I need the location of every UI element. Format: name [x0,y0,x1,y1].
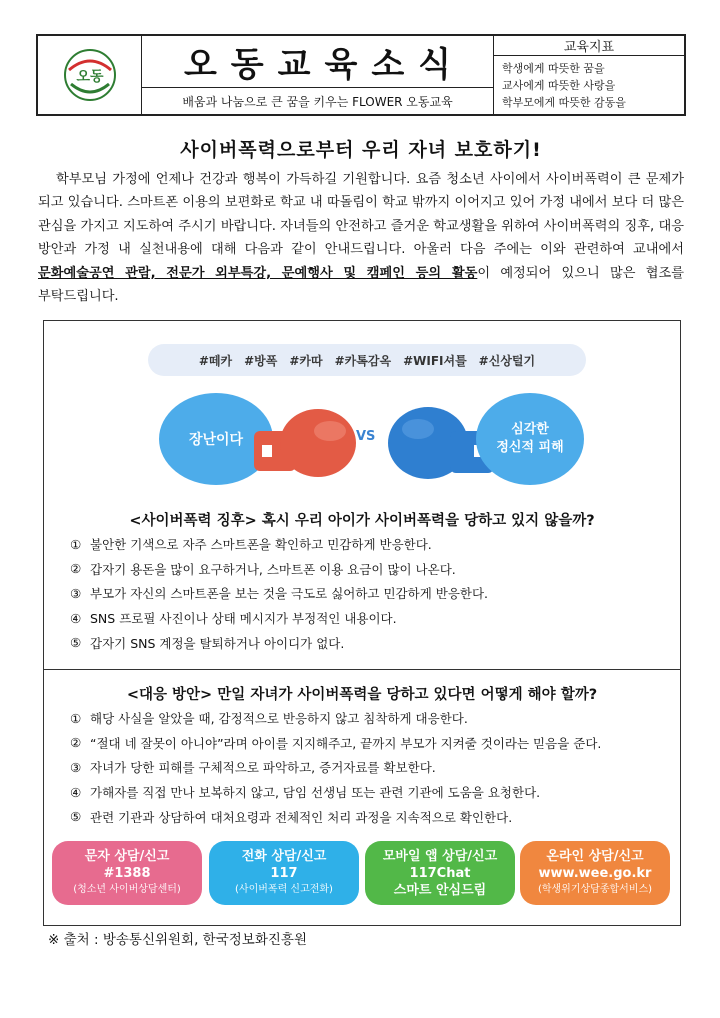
intro-highlight: 문화예술공연 관람, 전문가 외부특강, 문예행사 및 캠페인 등의 활동 [38,265,478,281]
education-goal: 학부모에게 따뜻한 감동을 [502,96,626,109]
list-item [70,557,670,582]
item-number: ④ [70,784,82,800]
contact-number: 117 [270,866,298,881]
article-headline: 사이버폭력으로부터 우리 자녀 보호하기! [180,139,542,161]
item-text: 해당 사실을 알았을 때, 감정적으로 반응하지 않고 침착하게 대응한다. [90,711,468,727]
list-item [70,532,670,557]
item-text: 갑자기 용돈을 많이 요구하거나, 스마트폰 이용 요금이 많이 나온다. [90,561,456,577]
hashtag-bar [148,344,586,376]
contact-cards [52,841,668,905]
item-text: 가해자를 직접 만나 보복하지 않고, 담임 선생님 또는 관련 기관에 도움을 요청한다. [90,785,541,801]
item-number: ① [70,536,82,552]
contact-type: 전화 상담/신고 [241,849,327,864]
hashtag: #방폭 [244,353,278,368]
hashtag: #카톡감옥 [334,353,392,368]
contact-website: www.wee.go.kr [538,866,652,881]
item-text: 갑자기 SNS 계정을 탈퇴하거나 아이디가 없다. [90,635,345,651]
source-note: ※ 출처 : 방송통신위원회, 한국정보화진흥원 [48,932,308,948]
red-boxing-glove-icon [248,401,358,487]
contact-org: (청소년 사이버상담센터) [73,884,181,895]
item-number: ① [70,710,82,726]
education-goal: 교사에게 따뜻한 사랑을 [502,79,616,92]
contact-number: #1388 [103,866,151,881]
list-item [70,581,670,606]
versus-label: VS [356,429,376,444]
contact-card-phone [209,841,359,905]
education-goals-title: 교육지표 [494,36,684,56]
contact-org: (사이버폭력 신고전화) [235,884,333,895]
intro-ending: 이 예정되어 있으니 많은 협조를 부탁드립니다. [38,265,684,305]
contact-card-online [520,841,670,905]
item-text: “절대 네 잘못이 아니야”라며 아이를 지지해주고, 끝까지 부모가 지켜줄 것이라는 믿음을 준다. [90,735,602,751]
hashtag: #떼카 [198,353,233,368]
item-number: ③ [70,585,82,601]
education-goals-list [494,56,684,115]
svg-text:오동: 오동 [75,69,104,85]
harm-bubble-label: 정신적 피해 [496,440,564,455]
intro-paragraph [38,168,684,308]
item-number: ③ [70,759,82,775]
newsletter-title: 오동교육소식 [142,36,493,88]
item-text: 부모가 자신의 스마트폰을 보는 것을 극도로 싫어하고 민감하게 반응한다. [90,586,489,602]
contact-org: 스마트 안심드림 [393,882,487,898]
harm-bubble [476,393,584,485]
list-item [70,630,670,655]
contact-card-text [52,841,202,905]
contact-type: 모바일 앱 상담/신고 [382,848,498,864]
hashtag: #신상털기 [478,353,536,368]
hashtag: #WIFI셔틀 [403,353,467,368]
item-text: 불안한 기색으로 자주 스마트폰을 확인하고 민감하게 반응한다. [90,537,432,553]
list-item [70,780,670,805]
response-list [70,706,670,829]
contact-type: 온라인 상담/신고 [546,849,644,864]
section-divider [44,669,680,670]
contact-type: 문자 상담/신고 [84,849,170,864]
newsletter-header [36,34,686,116]
list-item [70,731,670,756]
school-logo [38,36,142,114]
item-text: SNS 프로필 사진이나 상태 메시지가 부정적인 내용이다. [90,611,397,627]
item-text: 관련 기관과 상담하여 대처요령과 전체적인 처리 과정을 지속적으로 확인한다. [90,809,513,825]
contact-org: (학생위기상담종합서비스) [537,884,653,895]
list-item [70,804,670,829]
cyberbullying-info-box [43,320,681,926]
item-number: ② [70,735,82,751]
hashtag: #카따 [289,353,323,368]
item-number: ⑤ [70,635,82,651]
list-item [70,606,670,631]
item-number: ④ [70,610,82,626]
response-section-title: <대응 방안> 만일 자녀가 사이버폭력을 당하고 있다면 어떻게 해야 할까? [126,687,598,703]
joke-bubble-label: 장난이다 [188,432,244,448]
signs-list [70,532,670,655]
list-item [70,755,670,780]
item-number: ② [70,561,82,577]
item-text: 자녀가 당한 피해를 구체적으로 파악하고, 증거자료를 확보한다. [90,760,436,776]
school-logo-icon [63,48,117,102]
contact-card-app [365,841,515,905]
intro-text: 학부모님 가정에 언제나 건강과 행복이 가득하길 기원합니다. 요즘 청소년 사이에서 사이버폭력이 큰 문제가 되고 있습니다. 스마트폰 이용의 보편화로 학교 내 따돌림이 학교 밖까지 이어지고 있어 가정 내에서 보다 더 많은 관심을 가지고 지도하여 주시기 바랍니다. 자녀들의 안전하고 즐거운 학교생활을 위하여 사이버폭력의 징후, 대응 방안과 가정 내 실천내용에 대해 다음과 같이 안내드립니다. 아울러 다음 주에는 이와 관련하여 교내에서 [38,172,684,258]
signs-section-title: <사이버폭력 징후> 혹시 우리 아이가 사이버폭력을 당하고 있지 않을까? [129,513,595,529]
school-slogan: 배움과 나눔으로 큰 꿈을 키우는 FLOWER 오동교육 [182,94,453,109]
education-goal: 학생에게 따뜻한 꿈을 [502,62,605,75]
contact-number: 117Chat [409,865,471,881]
item-number: ⑤ [70,809,82,825]
harm-bubble-label: 심각한 [511,422,549,437]
list-item [70,706,670,731]
